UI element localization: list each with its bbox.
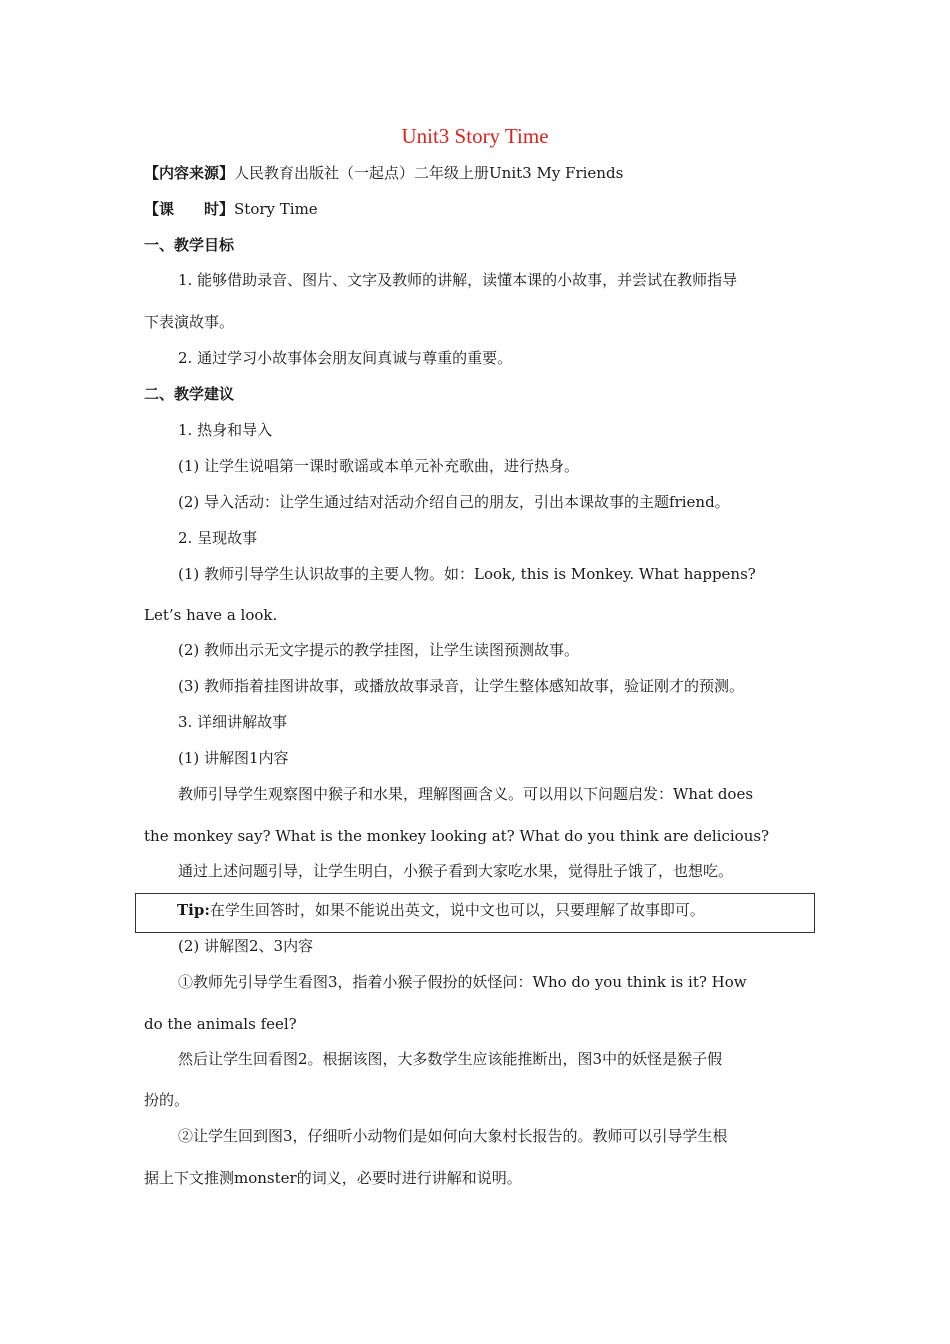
step-1-heading: 1. 热身和导入: [178, 421, 273, 439]
goal-1-line-2: 下表演故事。: [144, 313, 235, 331]
step-2-item-1-line-2: Let’s have a look.: [144, 606, 278, 624]
section-heading-suggestions: 二、教学建议: [144, 385, 235, 403]
step-2-item-1-line-1: (1) 教师引导学生认识故事的主要人物。如：Look, this is Monkey. What happens?: [178, 565, 756, 583]
section-heading-goals: 一、教学目标: [144, 236, 235, 254]
tip-text-line: [177, 900, 705, 920]
step-3-item-1-para-1-line-1: 教师引导学生观察图中猴子和水果，理解图画含义。可以用以下问题启发：What does: [178, 785, 754, 803]
goal-2: 2. 通过学习小故事体会朋友间真诚与尊重的重要。: [178, 349, 513, 367]
content-source-value: 人民教育出版社（一起点）二年级上册Unit3 My Friends: [234, 164, 624, 182]
step-2-item-3: (3) 教师指着挂图讲故事，或播放故事录音，让学生整体感知故事，验证刚才的预测。: [178, 677, 745, 695]
step-3-item-2-para-2-line-2: 扮的。: [144, 1091, 190, 1109]
tip-text: 在学生回答时，如果不能说出英文，说中文也可以，只要理解了故事即可。: [209, 901, 705, 919]
content-source-line: [144, 163, 623, 183]
step-3-item-2-para-1-line-2: do the animals feel?: [144, 1015, 297, 1033]
tip-box: [135, 893, 815, 933]
lesson-line: [144, 199, 318, 219]
step-3-item-1-para-2: 通过上述问题引导，让学生明白，小猴子看到大家吃水果，觉得肚子饿了，也想吃。: [178, 862, 734, 880]
lesson-label: 【课 时】: [144, 200, 235, 218]
step-3-item-2: (2) 讲解图2、3内容: [178, 937, 314, 955]
step-3-item-2-para-1-line-1: ①教师先引导学生看图3，指着小猴子假扮的妖怪问：Who do you think is it? How: [178, 973, 747, 991]
step-1-item-1: (1) 让学生说唱第一课时歌谣或本单元补充歌曲，进行热身。: [178, 457, 580, 475]
lesson-value: Story Time: [234, 200, 318, 218]
step-2-heading: 2. 呈现故事: [178, 529, 258, 547]
step-3-item-1-para-1-line-2: the monkey say? What is the monkey looking at? What do you think are delicious?: [144, 827, 770, 845]
goal-1-line-1: 1. 能够借助录音、图片、文字及教师的讲解，读懂本课的小故事，并尝试在教师指导: [178, 271, 738, 289]
content-source-label: 【内容来源】: [144, 164, 235, 182]
step-1-item-2: (2) 导入活动：让学生通过结对活动介绍自己的朋友，引出本课故事的主题friend。: [178, 493, 730, 511]
step-3-item-2-para-2-line-1: 然后让学生回看图2。根据该图，大多数学生应该能推断出，图3中的妖怪是猴子假: [178, 1050, 723, 1068]
step-3-item-2-para-3-line-1: ②让学生回到图3，仔细听小动物们是如何向大象村长报告的。教师可以引导学生根: [178, 1127, 728, 1145]
step-3-item-1: (1) 讲解图1内容: [178, 749, 289, 767]
document-title: Unit3 Story Time: [401, 124, 549, 148]
step-3-item-2-para-3-line-2: 据上下文推测monster的词义，必要时进行讲解和说明。: [144, 1169, 522, 1187]
step-3-heading: 3. 详细讲解故事: [178, 713, 288, 731]
tip-label: Tip:: [177, 901, 210, 919]
step-2-item-2: (2) 教师出示无文字提示的教学挂图，让学生读图预测故事。: [178, 641, 580, 659]
